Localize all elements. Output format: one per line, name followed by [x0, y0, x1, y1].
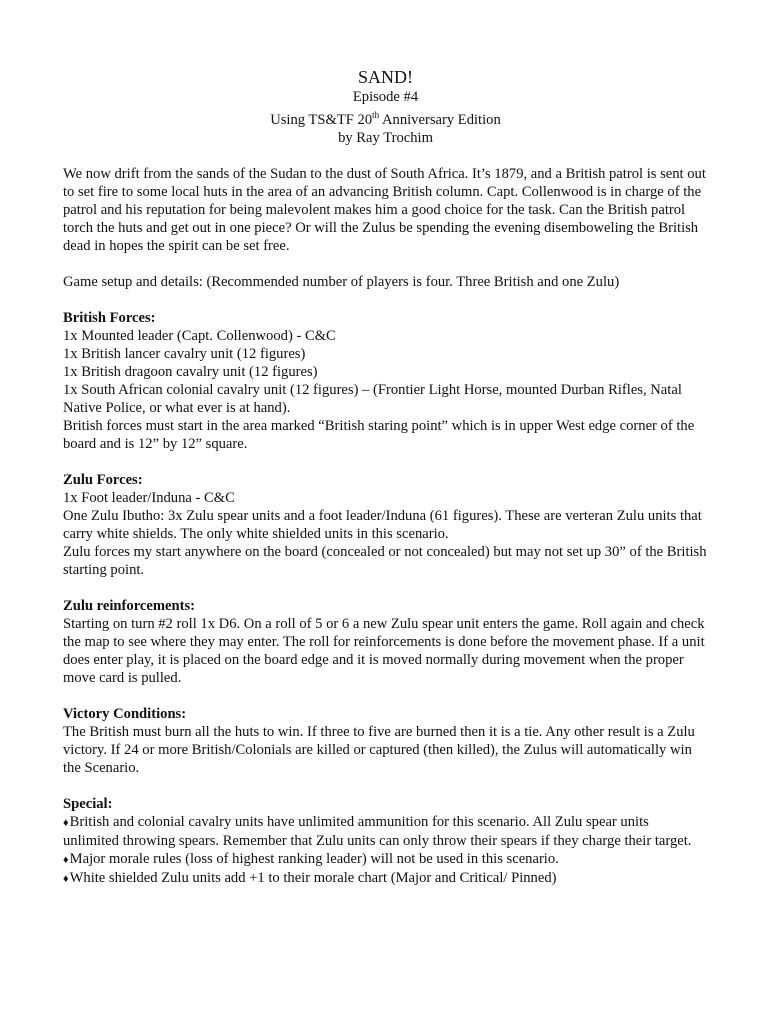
setup-paragraph: Game setup and details: (Recommended number of players is four. Three British and one Zulu) — [63, 273, 620, 290]
victory-conditions-section — [63, 705, 708, 777]
diamond-bullet-icon: ♦ — [63, 853, 69, 866]
zulu-forces-line: One Zulu Ibutho: 3x Zulu spear units and a foot leader/Induna (61 figures). These are verteran Zulu units that carry white shields. The only white shielded units in this scenario. — [63, 507, 702, 542]
spacer — [63, 777, 708, 795]
diamond-bullet-icon: ♦ — [63, 872, 69, 885]
british-forces-line: 1x British lancer cavalry unit (12 figures) — [63, 345, 306, 362]
edition-suffix: Anniversary Edition — [379, 111, 501, 128]
document-header — [63, 66, 708, 147]
edition-superscript: th — [372, 110, 380, 120]
spacer — [63, 147, 708, 165]
spacer — [63, 579, 708, 597]
special-item-text: White shielded Zulu units add +1 to their morale chart (Major and Critical/ Pinned) — [69, 869, 557, 886]
british-forces-line: 1x Mounted leader (Capt. Collenwood) - C&C — [63, 327, 336, 344]
zulu-reinforcements-heading: Zulu reinforcements: — [63, 597, 196, 614]
zulu-forces-line: Zulu forces my start anywhere on the board (concealed or not concealed) but may not set up 30” of the British starting point. — [63, 543, 707, 578]
zulu-forces-line: 1x Foot leader/Induna - C&C — [63, 489, 235, 506]
victory-conditions-heading: Victory Conditions: — [63, 705, 187, 722]
british-forces-heading: British Forces: — [63, 309, 156, 326]
special-section — [63, 795, 708, 888]
victory-conditions-text: The British must burn all the huts to win. If three to five are burned then it is a tie. Any other result is a Zulu victory. If 24 or more British/Colonials are killed or captured (then killed), the Zulus will automatically win the Scenario. — [63, 723, 695, 776]
spacer — [63, 255, 708, 273]
spacer — [63, 453, 708, 471]
diamond-bullet-icon: ♦ — [63, 816, 69, 829]
zulu-forces-section — [63, 471, 708, 579]
special-heading: Special: — [63, 795, 113, 812]
british-forces-line: 1x British dragoon cavalry unit (12 figures) — [63, 363, 318, 380]
special-item — [63, 850, 708, 869]
episode-label: Episode #4 — [352, 89, 419, 105]
special-item-text: British and colonial cavalry units have unlimited ammunition for this scenario. All Zulu spear units unlimited throwing spears. Remember that Zulu units can only throw their spears if they charge their target. — [63, 813, 692, 849]
zulu-reinforcements-section — [63, 597, 708, 687]
british-forces-line: British forces must start in the area marked “British staring point” which is in upper West edge corner of the board and is 12” by 12” square. — [63, 417, 695, 452]
spacer — [63, 291, 708, 309]
special-item — [63, 813, 708, 850]
zulu-reinforcements-text: Starting on turn #2 roll 1x D6. On a roll of 5 or 6 a new Zulu spear unit enters the game. Roll again and check the map to see where they may enter. The roll for reinforcements is done before the movement phase. If a unit does enter play, it is placed on the board edge and it is moved normally during movement when the proper move card is pulled. — [63, 615, 705, 686]
edition-line — [63, 106, 708, 129]
spacer — [63, 687, 708, 705]
zulu-forces-heading: Zulu Forces: — [63, 471, 143, 488]
edition-prefix: Using TS&TF 20 — [270, 111, 373, 128]
special-item-text: Major morale rules (loss of highest ranking leader) will not be used in this scenario. — [69, 850, 559, 867]
special-item — [63, 869, 708, 888]
document-title: SAND! — [357, 67, 413, 87]
british-forces-line: 1x South African colonial cavalry unit (12 figures) – (Frontier Light Horse, mounted Durban Rifles, Natal Native Police, or what ever is at hand). — [63, 381, 682, 416]
intro-paragraph: We now drift from the sands of the Sudan to the dust of South Africa. It’s 1879, and a British patrol is sent out to set fire to some local huts in the area of an advancing British column. Capt. Collenwood is in charge of the patrol and his reputation for being malevolent makes him a good choice for the task. Can the British patrol torch the huts and get out in one piece? Or will the Zulus be spending the evening disemboweling the British dead in hopes the spirit can be set free. — [63, 165, 706, 254]
british-forces-section — [63, 309, 708, 453]
author-line: by Ray Trochim — [338, 129, 433, 146]
